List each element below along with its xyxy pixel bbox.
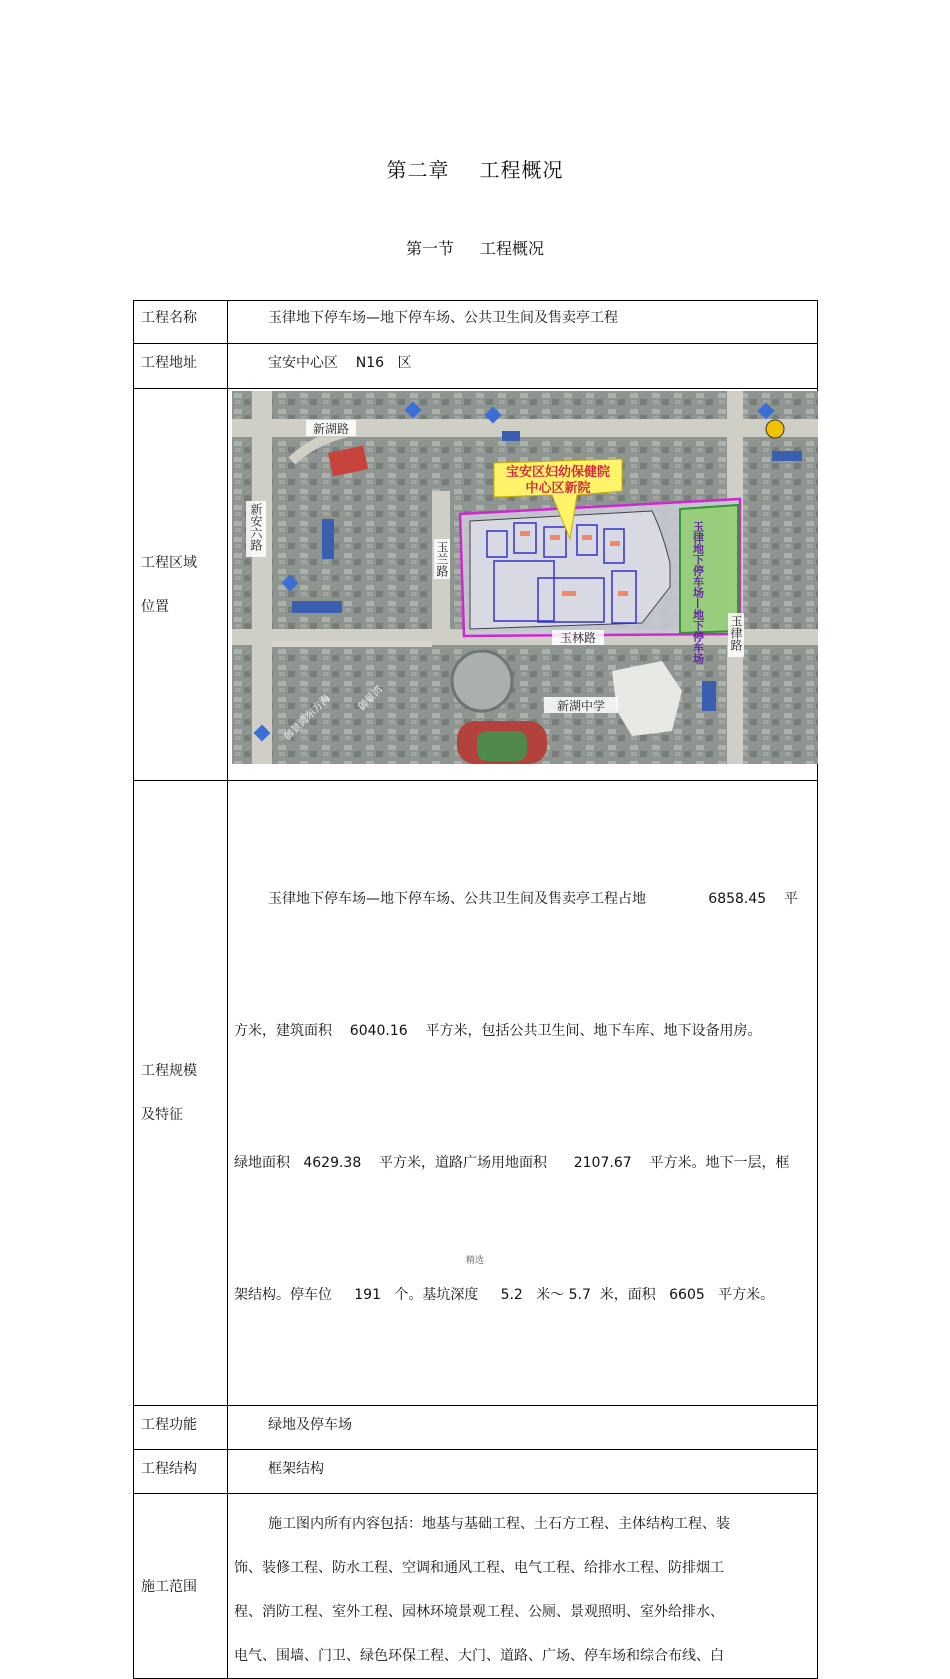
value-project-function: 绿地及停车场 [228, 1406, 818, 1450]
chapter-number: 第二章 [386, 158, 450, 182]
green-area-label: 玉律地下停车场—地下停车场 [691, 521, 705, 664]
road-label-xinan: 新安六路 [249, 503, 263, 551]
row-project-scale [134, 781, 818, 1406]
road-label-yulv: 玉律路 [729, 615, 743, 651]
chapter-heading [0, 154, 950, 183]
chapter-title: 工程概况 [479, 158, 564, 182]
label-project-location: 工程区域 位置 [134, 389, 228, 781]
row-project-function [134, 1406, 818, 1450]
row-project-address [134, 344, 818, 389]
value-project-structure: 框架结构 [228, 1450, 818, 1494]
value-construction-scope: 施工图内所有内容包括：地基与基础工程、土石方工程、主体结构工程、装 饰、装修工程、防水工程、空调和通风工程、电气工程、给排水工程、防排烟工 程、消防工程、室外工程、园林环境景观工程、公厕、景观照明、室外给排水、 电气、围墙、门卫、绿色环保工程、大门、道路、广场、停车场和综合布线、白 [228, 1494, 818, 1679]
road-label-yulin: 玉林路 [559, 631, 597, 645]
section-title: 工程概况 [480, 239, 545, 258]
row-project-structure [134, 1450, 818, 1494]
row-project-name [134, 301, 818, 344]
location-map-cell [228, 389, 818, 781]
yellow-marker-icon [766, 420, 784, 438]
poi-label-1: 御景湾 [356, 684, 386, 714]
location-map [232, 391, 818, 764]
label-project-address: 工程地址 [134, 344, 228, 389]
value-project-scale: 玉律地下停车场—地下停车场、公共卫生间及售卖亭工程占地 6858.45 平 方米，建筑面积 6040.16 平方米，包括公共卫生间、地下车库、地下设备用房。 绿地面积 4629.38 平方米，道路广场用地面积 2107.67 平方米。地下一层，框 架结构。停车位 191 个。基坑深度 5.2 米～ 5.7 米，面积 6605 平方米。 [228, 781, 818, 1406]
school-label: 新湖中学 [556, 699, 606, 713]
row-construction-scope [134, 1494, 818, 1679]
row-project-location [134, 389, 818, 781]
value-project-name: 玉律地下停车场—地下停车场、公共卫生间及售卖亭工程 [228, 301, 818, 344]
label-construction-scope: 施工范围 [134, 1494, 228, 1679]
callout-line-1: 宝安区妇幼保健院 [505, 465, 611, 480]
poi-label-2: 御景湾东方海 [282, 692, 333, 744]
page-footer: 精选 [465, 1256, 484, 1266]
label-project-name: 工程名称 [134, 301, 228, 344]
road-label-xinhu: 新湖路 [312, 422, 350, 436]
value-project-address: 宝安中心区 N16 区 [228, 344, 818, 389]
label-project-function: 工程功能 [134, 1406, 228, 1450]
callout-line-2: 中心区新院 [525, 481, 591, 496]
label-project-scale: 工程规模 及特征 [134, 781, 228, 1406]
section-heading [0, 236, 950, 259]
road-label-yulan: 玉兰路 [435, 541, 449, 577]
section-number: 第一节 [405, 239, 454, 258]
label-project-structure: 工程结构 [134, 1450, 228, 1494]
project-overview-table [133, 300, 818, 1679]
